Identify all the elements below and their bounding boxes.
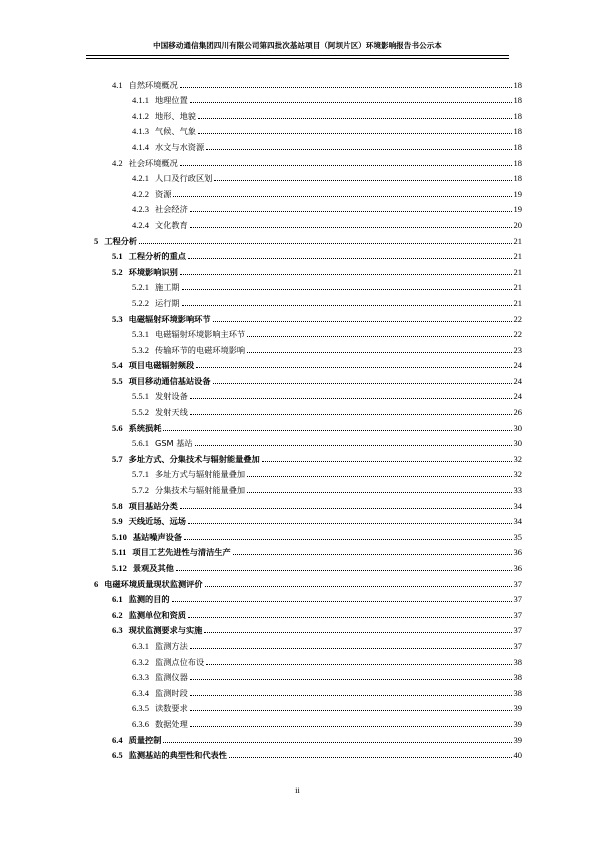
toc-dot-leader bbox=[262, 461, 512, 462]
toc-dot-leader bbox=[206, 664, 511, 665]
toc-entry-page: 21 bbox=[513, 266, 522, 277]
toc-entry-page: 24 bbox=[513, 360, 522, 371]
toc-dot-leader bbox=[196, 367, 511, 368]
toc-entry-page: 32 bbox=[513, 469, 522, 480]
toc-entry-title: 人口及行政区划 bbox=[155, 173, 213, 184]
header-rule-thick bbox=[86, 55, 509, 56]
toc-entry-title: 天线近场、远场 bbox=[128, 516, 186, 527]
toc-entry-page: 33 bbox=[513, 485, 522, 496]
toc-entry-page: 26 bbox=[513, 407, 522, 418]
toc-entry-page: 40 bbox=[513, 750, 522, 761]
toc-entry-label bbox=[112, 267, 178, 277]
toc-entry[interactable] bbox=[86, 199, 522, 215]
toc-entry-page: 38 bbox=[513, 656, 522, 667]
toc-dot-leader bbox=[184, 539, 511, 540]
toc-entry-number: 6.3 bbox=[112, 625, 123, 636]
toc-entry-number: 4.2.3 bbox=[132, 204, 149, 215]
toc-entry-page: 30 bbox=[513, 438, 522, 449]
toc-dot-leader bbox=[180, 508, 512, 509]
toc-dot-leader bbox=[176, 570, 512, 571]
toc-entry-page: 18 bbox=[513, 173, 522, 184]
toc-entry-number: 4.1.1 bbox=[132, 95, 149, 106]
toc-entry-label bbox=[132, 703, 188, 713]
toc-entry-page: 24 bbox=[513, 391, 522, 402]
toc-entry-page: 35 bbox=[513, 531, 522, 542]
toc-entry-title: 现状监测要求与实施 bbox=[128, 625, 203, 636]
toc-entry-page: 22 bbox=[513, 329, 522, 340]
toc-entry-label bbox=[132, 438, 193, 448]
toc-entry-label bbox=[132, 173, 212, 183]
toc-entry-number: 4.1.4 bbox=[132, 141, 149, 152]
toc-entry[interactable] bbox=[86, 604, 522, 620]
toc-entry[interactable] bbox=[86, 464, 522, 480]
toc-entry-label bbox=[132, 469, 245, 479]
toc-entry-label bbox=[132, 641, 188, 651]
toc-entry[interactable] bbox=[86, 745, 522, 761]
toc-entry[interactable] bbox=[86, 214, 522, 230]
toc-entry-label bbox=[112, 532, 182, 542]
toc-entry[interactable] bbox=[86, 620, 522, 636]
toc-entry-label bbox=[112, 563, 174, 573]
toc-entry[interactable] bbox=[86, 448, 522, 464]
toc-entry-number: 6.3.1 bbox=[132, 640, 149, 651]
toc-entry-title: 电磁辐射环境影响环节 bbox=[128, 313, 211, 324]
toc-entry[interactable] bbox=[86, 526, 522, 542]
toc-entry[interactable] bbox=[86, 121, 522, 137]
toc-entry-number: 5.3.1 bbox=[132, 329, 149, 340]
toc-entry-number: 5.9 bbox=[112, 516, 123, 527]
toc-entry-title: 运行期 bbox=[155, 297, 180, 308]
toc-entry-title: 分集技术与辐射能量叠加 bbox=[155, 485, 246, 496]
toc-entry-page: 37 bbox=[513, 578, 522, 589]
toc-entry-page: 32 bbox=[513, 453, 522, 464]
toc-dot-leader bbox=[163, 742, 511, 743]
toc-entry-label bbox=[132, 688, 188, 698]
toc-entry-page: 19 bbox=[513, 204, 522, 215]
toc-entry-title: 系统损耗 bbox=[128, 422, 162, 433]
toc-entry-title: 监测时段 bbox=[155, 687, 188, 698]
toc-entry-title: 电磁环境质量现状监测评价 bbox=[104, 578, 203, 589]
toc-entry-page: 39 bbox=[513, 718, 522, 729]
toc-entry-number: 6.3.5 bbox=[132, 703, 149, 714]
toc-entry-label bbox=[132, 189, 171, 199]
toc-entry-label bbox=[112, 547, 231, 557]
toc-entry[interactable] bbox=[86, 729, 522, 745]
toc-dot-leader bbox=[190, 710, 512, 711]
toc-entry-label bbox=[112, 360, 194, 370]
toc-dot-leader bbox=[213, 383, 512, 384]
header-rule-thin bbox=[86, 58, 509, 59]
toc-entry-page: 18 bbox=[513, 110, 522, 121]
toc-dot-leader bbox=[214, 180, 511, 181]
toc-dot-leader bbox=[206, 149, 511, 150]
toc-entry-title: 监测的目的 bbox=[128, 594, 170, 605]
toc-entry-label bbox=[132, 282, 180, 292]
toc-entry-label bbox=[94, 236, 137, 246]
toc-entry-title: 文化教育 bbox=[155, 219, 188, 230]
toc-entry[interactable] bbox=[86, 433, 522, 449]
toc-entry-label bbox=[132, 111, 196, 121]
toc-dot-leader bbox=[182, 289, 512, 290]
toc-entry-label bbox=[112, 735, 161, 745]
toc-entry-title: 监测仪器 bbox=[155, 672, 188, 683]
toc-entry-label bbox=[132, 407, 188, 417]
toc-entry[interactable] bbox=[86, 495, 522, 511]
toc-entry-title: 项目电磁辐射频段 bbox=[128, 360, 195, 371]
toc-entry-label bbox=[132, 329, 245, 339]
toc-entry[interactable] bbox=[86, 698, 522, 714]
toc-entry-label bbox=[132, 220, 188, 230]
toc-entry-page: 23 bbox=[513, 344, 522, 355]
toc-entry-page: 36 bbox=[513, 547, 522, 558]
toc-entry-number: 6.3.2 bbox=[132, 656, 149, 667]
toc-entry[interactable] bbox=[86, 557, 522, 573]
toc-entry[interactable] bbox=[86, 308, 522, 324]
page-number: ii bbox=[295, 785, 300, 795]
toc-entry-label bbox=[132, 657, 204, 667]
toc-entry-title: 多址方式与辐射能量叠加 bbox=[155, 469, 246, 480]
toc-entry-page: 34 bbox=[513, 500, 522, 511]
toc-entry-page: 19 bbox=[513, 188, 522, 199]
toc-entry[interactable] bbox=[86, 573, 522, 589]
toc-entry-label bbox=[112, 423, 161, 433]
toc-entry-title: 数据处理 bbox=[155, 718, 188, 729]
toc-entry-title: 发射设备 bbox=[155, 391, 188, 402]
toc-entry-number: 5.5.2 bbox=[132, 407, 149, 418]
toc-dot-leader bbox=[247, 336, 511, 337]
toc-entry-number: 5.2.1 bbox=[132, 282, 149, 293]
toc-entry-number: 5 bbox=[94, 235, 99, 246]
toc-entry-label bbox=[132, 142, 204, 152]
toc-entry-page: 38 bbox=[513, 687, 522, 698]
toc-entry-number: 5.7.2 bbox=[132, 485, 149, 496]
toc-entry-title: 施工期 bbox=[155, 282, 180, 293]
toc-entry[interactable] bbox=[86, 667, 522, 683]
toc-entry-label bbox=[132, 719, 188, 729]
toc-entry-number: 5.8 bbox=[112, 500, 123, 511]
toc-entry-title: 气候、气象 bbox=[155, 126, 196, 137]
toc-dot-leader bbox=[190, 414, 512, 415]
toc-entry[interactable] bbox=[86, 417, 522, 433]
toc-entry-label bbox=[112, 251, 186, 261]
toc-entry-page: 30 bbox=[513, 422, 522, 433]
toc-entry-number: 5.3.2 bbox=[132, 344, 149, 355]
toc-entry-title: 传输环节的电磁环境影响 bbox=[155, 344, 246, 355]
toc-entry-page: 24 bbox=[513, 375, 522, 386]
toc-entry-title: 监测基站的典型性和代表性 bbox=[128, 750, 227, 761]
toc-entry-page: 39 bbox=[513, 703, 522, 714]
toc-entry[interactable] bbox=[86, 168, 522, 184]
toc-dot-leader bbox=[190, 695, 512, 696]
toc-entry-page: 18 bbox=[513, 95, 522, 106]
toc-entry-page: 21 bbox=[513, 251, 522, 262]
toc-entry[interactable] bbox=[86, 246, 522, 262]
toc-entry-label bbox=[112, 158, 178, 168]
toc-entry-number: 5.10 bbox=[112, 531, 127, 542]
toc-dot-leader bbox=[229, 757, 512, 758]
toc-dot-leader bbox=[190, 679, 512, 680]
toc-entry-title: 水文与水资源 bbox=[155, 141, 205, 152]
toc-entry-number: 5.2.2 bbox=[132, 297, 149, 308]
toc-entry[interactable] bbox=[86, 355, 522, 371]
toc-entry-title: 景观及其他 bbox=[132, 563, 174, 573]
toc-entry-number: 5.6.1 bbox=[132, 438, 149, 449]
toc-dot-leader bbox=[198, 118, 512, 119]
table-of-contents bbox=[86, 74, 522, 760]
toc-entry-number: 5.4 bbox=[112, 360, 123, 371]
toc-entry[interactable] bbox=[86, 183, 522, 199]
toc-entry-number: 5.11 bbox=[112, 547, 127, 558]
toc-entry[interactable] bbox=[86, 277, 522, 293]
toc-entry-label bbox=[112, 594, 170, 604]
toc-dot-leader bbox=[180, 274, 512, 275]
toc-entry-page: 18 bbox=[513, 79, 522, 90]
toc-entry-number: 6.3.3 bbox=[132, 672, 149, 683]
toc-entry-page: 37 bbox=[513, 640, 522, 651]
toc-entry-number: 6.2 bbox=[112, 609, 123, 620]
toc-entry[interactable] bbox=[86, 589, 522, 605]
toc-entry-label bbox=[132, 298, 180, 308]
toc-dot-leader bbox=[188, 617, 512, 618]
toc-entry-title: 读数要求 bbox=[155, 703, 188, 714]
toc-dot-leader bbox=[188, 523, 512, 524]
toc-entry[interactable] bbox=[86, 386, 522, 402]
toc-entry-page: 18 bbox=[513, 141, 522, 152]
toc-entry-number: 4.2.2 bbox=[132, 188, 149, 199]
toc-entry-title: 发射天线 bbox=[155, 407, 188, 418]
toc-entry-number: 5.6 bbox=[112, 422, 123, 433]
toc-entry-number: 4.1.2 bbox=[132, 110, 149, 121]
toc-entry-number: 6 bbox=[94, 578, 99, 589]
toc-entry-label bbox=[112, 750, 227, 760]
toc-entry[interactable] bbox=[86, 292, 522, 308]
toc-dot-leader bbox=[233, 554, 512, 555]
toc-entry-label bbox=[112, 501, 178, 511]
toc-dot-leader bbox=[188, 258, 512, 259]
toc-entry-number: 4.2 bbox=[112, 157, 123, 168]
toc-entry-page: 18 bbox=[513, 157, 522, 168]
toc-dot-leader bbox=[173, 196, 511, 197]
toc-entry-page: 37 bbox=[513, 594, 522, 605]
toc-dot-leader bbox=[204, 632, 511, 633]
toc-entry-number: 6.3.6 bbox=[132, 718, 149, 729]
toc-entry-title: 项目移动通信基站设备 bbox=[128, 375, 211, 386]
toc-entry-number: 5.5.1 bbox=[132, 391, 149, 402]
toc-dot-leader bbox=[195, 445, 512, 446]
toc-entry-number: 4.1.3 bbox=[132, 126, 149, 137]
toc-entry[interactable] bbox=[86, 542, 522, 558]
toc-entry-label bbox=[132, 204, 188, 214]
toc-dot-leader bbox=[213, 321, 512, 322]
toc-entry-page: 38 bbox=[513, 672, 522, 683]
toc-entry[interactable] bbox=[86, 479, 522, 495]
toc-entry-title: 自然环境概况 bbox=[128, 79, 178, 90]
toc-entry[interactable] bbox=[86, 324, 522, 340]
toc-entry-label bbox=[132, 95, 188, 105]
toc-entry-page: 37 bbox=[513, 609, 522, 620]
toc-entry[interactable] bbox=[86, 90, 522, 106]
toc-entry-number: 4.2.1 bbox=[132, 173, 149, 184]
toc-dot-leader bbox=[247, 352, 511, 353]
toc-entry-page: 20 bbox=[513, 219, 522, 230]
toc-entry[interactable] bbox=[86, 74, 522, 90]
toc-dot-leader bbox=[198, 133, 512, 134]
toc-entry-title: 环境影响识别 bbox=[128, 266, 178, 277]
toc-entry-title: 资源 bbox=[155, 188, 172, 199]
toc-entry-label bbox=[112, 314, 211, 324]
toc-entry-label bbox=[112, 610, 186, 620]
toc-entry-page: 34 bbox=[513, 516, 522, 527]
toc-entry-label bbox=[112, 80, 178, 90]
toc-dot-leader bbox=[163, 430, 511, 431]
toc-entry-page: 22 bbox=[513, 313, 522, 324]
toc-entry-title: GSM 基站 bbox=[155, 438, 193, 449]
toc-entry[interactable] bbox=[86, 339, 522, 355]
toc-entry-page: 21 bbox=[513, 235, 522, 246]
toc-entry-label bbox=[132, 345, 245, 355]
toc-entry-number: 5.7.1 bbox=[132, 469, 149, 480]
toc-entry[interactable] bbox=[86, 261, 522, 277]
toc-dot-leader bbox=[190, 398, 512, 399]
toc-dot-leader bbox=[190, 726, 512, 727]
toc-entry-title: 基站噪声设备 bbox=[132, 531, 183, 542]
toc-entry[interactable] bbox=[86, 635, 522, 651]
toc-entry[interactable] bbox=[86, 152, 522, 168]
toc-entry-title: 监测方法 bbox=[155, 640, 188, 651]
toc-entry-label bbox=[132, 672, 188, 682]
toc-entry-number: 5.1 bbox=[112, 251, 123, 262]
toc-entry-label bbox=[112, 454, 260, 464]
toc-entry-label bbox=[112, 516, 186, 526]
toc-dot-leader bbox=[247, 492, 511, 493]
toc-entry-title: 电磁辐射环境影响主环节 bbox=[155, 329, 246, 340]
toc-entry-title: 监测单位和资质 bbox=[128, 609, 186, 620]
toc-entry-number: 5.7 bbox=[112, 453, 123, 464]
toc-entry-number: 5.3 bbox=[112, 313, 123, 324]
toc-dot-leader bbox=[190, 102, 512, 103]
toc-entry-number: 6.1 bbox=[112, 594, 123, 605]
toc-entry-title: 社会环境概况 bbox=[128, 157, 178, 168]
toc-entry-title: 项目基站分类 bbox=[128, 500, 178, 511]
toc-entry-number: 6.3.4 bbox=[132, 687, 149, 698]
toc-entry-label bbox=[132, 485, 245, 495]
toc-entry-number: 5.12 bbox=[112, 563, 127, 573]
toc-entry-page: 37 bbox=[513, 625, 522, 636]
toc-entry-title: 社会经济 bbox=[155, 204, 188, 215]
toc-dot-leader bbox=[180, 165, 512, 166]
toc-entry-label bbox=[112, 376, 211, 386]
toc-dot-leader bbox=[190, 211, 512, 212]
toc-entry-title: 工程分析 bbox=[104, 235, 138, 246]
toc-entry-title: 地理位置 bbox=[155, 95, 188, 106]
toc-entry[interactable] bbox=[86, 230, 522, 246]
toc-entry-number: 4.1 bbox=[112, 79, 123, 90]
toc-entry-title: 项目工艺先进性与清洁生产 bbox=[132, 547, 231, 558]
toc-entry-number: 4.2.4 bbox=[132, 219, 149, 230]
toc-dot-leader bbox=[190, 227, 512, 228]
toc-entry-number: 5.5 bbox=[112, 375, 123, 386]
toc-entry-page: 21 bbox=[513, 282, 522, 293]
toc-entry[interactable] bbox=[86, 401, 522, 417]
toc-entry-label bbox=[112, 625, 202, 635]
toc-entry[interactable] bbox=[86, 713, 522, 729]
toc-dot-leader bbox=[182, 305, 512, 306]
toc-entry[interactable] bbox=[86, 136, 522, 152]
toc-entry-title: 地形、地貌 bbox=[155, 110, 196, 121]
toc-entry-title: 监测点位布设 bbox=[155, 656, 205, 667]
toc-dot-leader bbox=[190, 648, 512, 649]
toc-entry-page: 21 bbox=[513, 297, 522, 308]
toc-entry-label bbox=[132, 391, 188, 401]
toc-dot-leader bbox=[205, 586, 512, 587]
toc-entry-title: 质量控制 bbox=[128, 734, 162, 745]
page-header: 中国移动通信集团四川有限公司第四批次基站项目（阿坝片区）环境影响报告书公示本 bbox=[153, 41, 442, 50]
toc-entry-label bbox=[94, 579, 203, 589]
toc-entry-number: 5.2 bbox=[112, 266, 123, 277]
toc-entry[interactable] bbox=[86, 651, 522, 667]
toc-entry-page: 36 bbox=[513, 563, 522, 573]
toc-entry-title: 多址方式、分集技术与辐射能量叠加 bbox=[128, 453, 260, 464]
toc-dot-leader bbox=[180, 87, 512, 88]
toc-entry-label bbox=[132, 126, 196, 136]
toc-entry[interactable] bbox=[86, 511, 522, 527]
toc-entry-page: 39 bbox=[513, 734, 522, 745]
toc-entry-page: 18 bbox=[513, 126, 522, 137]
toc-dot-leader bbox=[172, 601, 512, 602]
toc-entry-title: 工程分析的重点 bbox=[128, 251, 186, 262]
toc-entry[interactable] bbox=[86, 105, 522, 121]
toc-dot-leader bbox=[139, 243, 511, 244]
toc-entry-number: 6.4 bbox=[112, 734, 123, 745]
toc-entry-number: 6.5 bbox=[112, 750, 123, 761]
toc-entry[interactable] bbox=[86, 682, 522, 698]
toc-dot-leader bbox=[247, 476, 511, 477]
toc-entry[interactable] bbox=[86, 370, 522, 386]
